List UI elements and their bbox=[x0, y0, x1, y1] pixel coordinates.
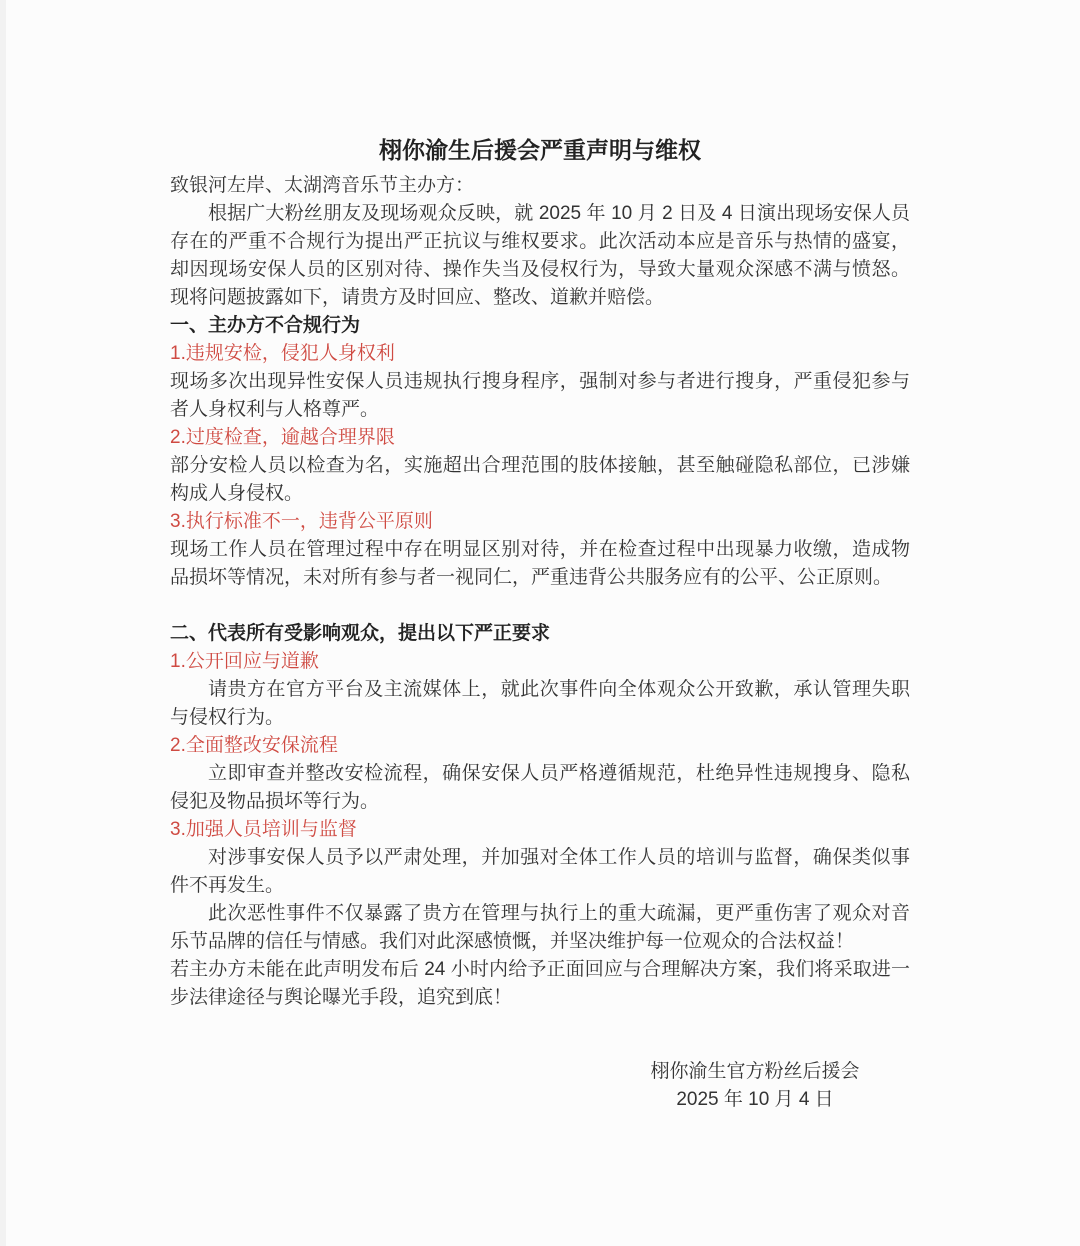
intro-paragraph: 根据广大粉丝朋友及现场观众反映，就 2025 年 10 月 2 日及 4 日演出现场安保人员存在的严重不合规行为提出严正抗议与维权要求。此次活动本应是音乐与热情的盛宴，却因现场安保人员的区别对待、操作失当及侵权行为，导致大量观众深感不满与愤怒。现将问题披露如下，请贵方及时回应、整改、道歉并赔偿。 bbox=[170, 203, 910, 308]
blank-line bbox=[170, 592, 910, 620]
section2-item2-body: 立即审查并整改安检流程，确保安保人员严格遵循规范，杜绝异性违规搜身、隐私侵犯及物品损坏等行为。 bbox=[170, 763, 910, 812]
section2-item2-label: 2.全面整改安保流程 bbox=[170, 735, 338, 756]
signature-name: 栩你渝生官方粉丝后援会 bbox=[650, 1061, 860, 1082]
salutation-line: 致银河左岸、太湖湾音乐节主办方： bbox=[170, 175, 475, 196]
section2-item3-label: 3.加强人员培训与监督 bbox=[170, 819, 357, 840]
page-left-edge-shade bbox=[0, 0, 6, 1246]
signature-block bbox=[625, 1058, 885, 1114]
section2-item1-label: 1.公开回应与道歉 bbox=[170, 651, 319, 672]
section2-item3-body: 对涉事安保人员予以严肃处理，并加强对全体工作人员的培训与监督，确保类似事件不再发生。 bbox=[170, 847, 910, 896]
section2-item1-body: 请贵方在官方平台及主流媒体上，就此次事件向全体观众公开致歉，承认管理失职与侵权行为。 bbox=[170, 679, 910, 728]
page-title: 栩你渝生后援会严重声明与维权 bbox=[379, 137, 701, 163]
section1-item3-body: 现场工作人员在管理过程中存在明显区别对待，并在检查过程中出现暴力收缴，造成物品损坏等情况，未对所有参与者一视同仁，严重违背公共服务应有的公平、公正原则。 bbox=[170, 539, 910, 588]
statement-document bbox=[170, 134, 910, 1114]
section1-item1-label: 1.违规安检，侵犯人身权利 bbox=[170, 343, 395, 364]
section2-heading: 二、代表所有受影响观众，提出以下严正要求 bbox=[170, 623, 551, 644]
section1-item2-label: 2.过度检查，逾越合理界限 bbox=[170, 427, 395, 448]
section1-item3-label: 3.执行标准不一，违背公平原则 bbox=[170, 511, 433, 532]
section1-item2-body: 部分安检人员以检查为名，实施超出合理范围的肢体接触，甚至触碰隐私部位，已涉嫌构成人身侵权。 bbox=[170, 455, 910, 504]
closing-paragraph-1: 此次恶性事件不仅暴露了贵方在管理与执行上的重大疏漏，更严重伤害了观众对音乐节品牌的信任与情感。我们对此深感愤慨，并坚决维护每一位观众的合法权益！ bbox=[170, 903, 910, 952]
section1-heading: 一、主办方不合规行为 bbox=[170, 315, 361, 336]
section1-item1-body: 现场多次出现异性安保人员违规执行搜身程序，强制对参与者进行搜身，严重侵犯参与者人身权利与人格尊严。 bbox=[170, 371, 910, 420]
closing-paragraph-2: 若主办方未能在此声明发布后 24 小时内给予正面回应与合理解决方案，我们将采取进一步法律途径与舆论曝光手段，追究到底！ bbox=[170, 959, 910, 1008]
signature-date: 2025 年 10 月 4 日 bbox=[676, 1089, 834, 1110]
